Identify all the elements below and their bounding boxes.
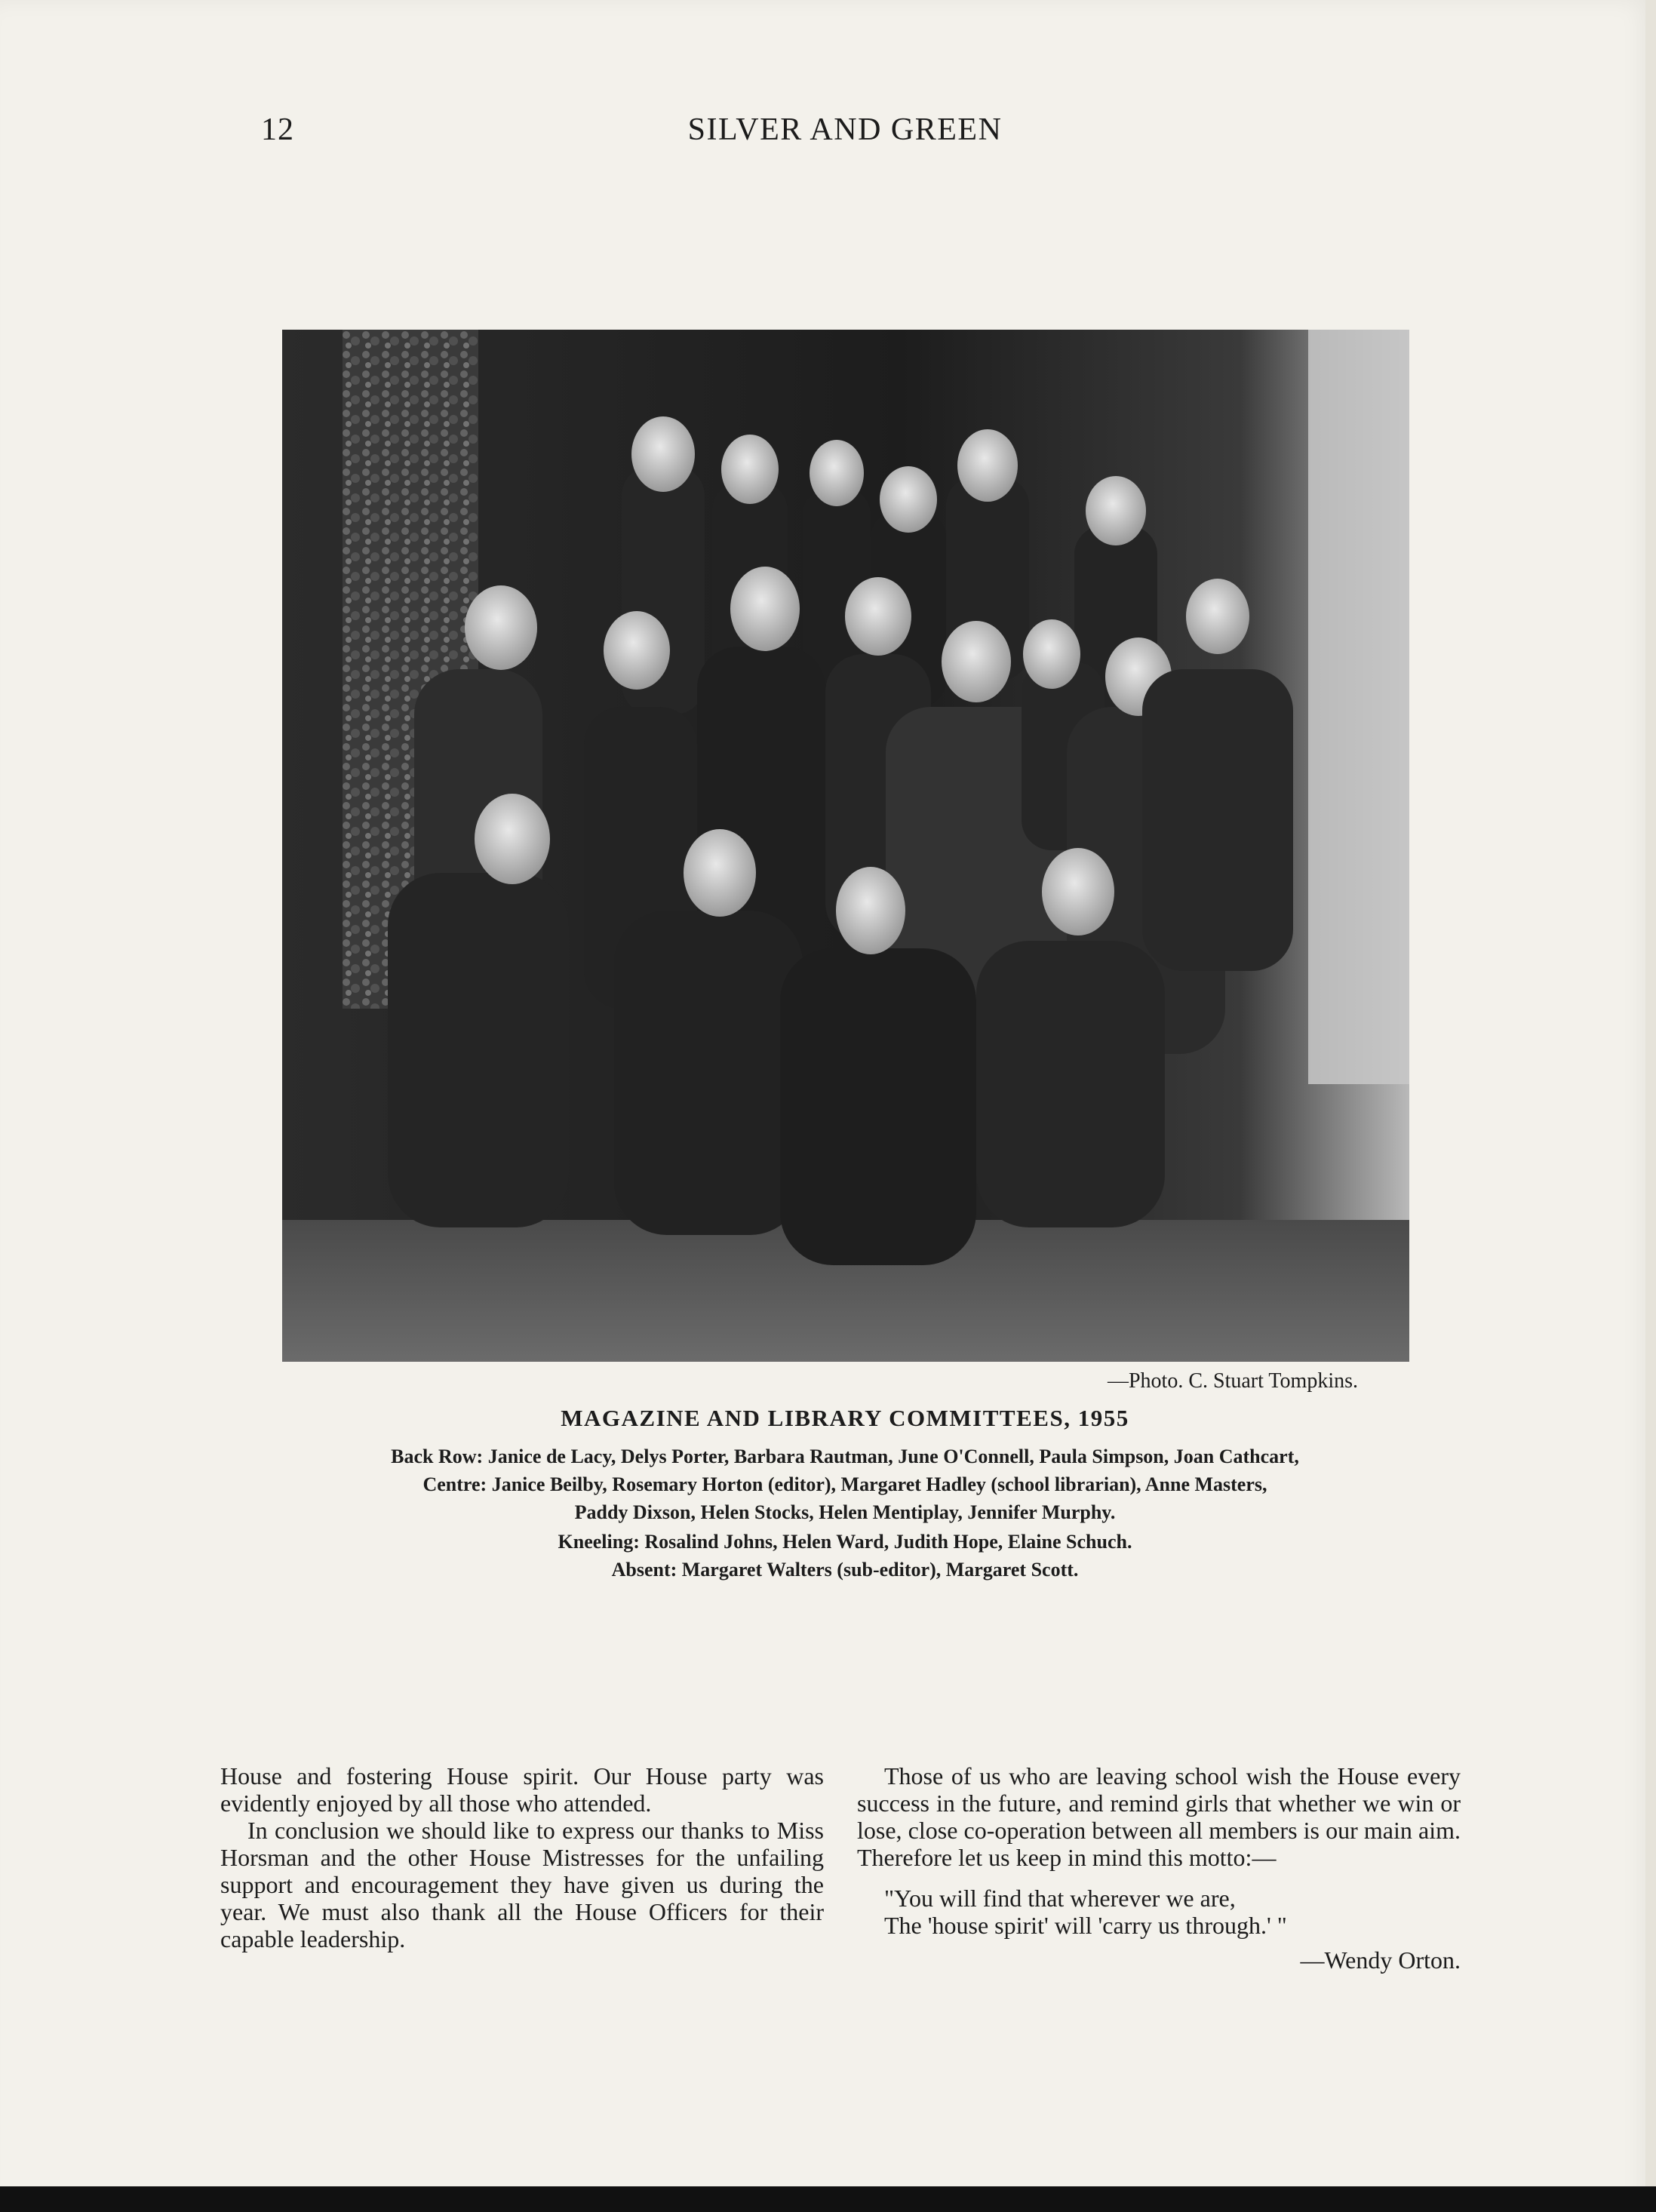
group-photograph xyxy=(282,330,1409,1362)
caption-centre-line-2: Paddy Dixson, Helen Stocks, Helen Mentiplay, Jennifer Murphy. xyxy=(574,1501,1116,1523)
running-title: SILVER AND GREEN xyxy=(687,112,1003,147)
left-paragraph-2: In conclusion we should like to express our thanks to Miss Horsman and the other House Mistresses for the unfailing support and encouragement they have given us during the year. We must also thank all the House Officers for their capable leadership. xyxy=(220,1817,824,1952)
right-paragraph-1: Those of us who are leaving school wish the House every success in the future, and remind girls that whether we win or lose, close co-operation between all members is our main aim. Therefore let us keep in mind this motto:— xyxy=(857,1762,1461,1871)
motto-line-2: The 'house spirit' will 'carry us through.' " xyxy=(884,1912,1287,1939)
caption-centre-line-1: Centre: Janice Beilby, Rosemary Horton (editor), Margaret Hadley (school librarian), Anne Masters, xyxy=(422,1473,1267,1495)
caption xyxy=(287,1444,1403,1585)
scan-border xyxy=(0,2186,1656,2212)
motto-verse xyxy=(857,1885,1461,1939)
signature: —Wendy Orton. xyxy=(1300,1946,1461,1974)
caption-absent: Absent: Margaret Walters (sub-editor), Margaret Scott. xyxy=(611,1559,1079,1581)
group-photograph-illustration xyxy=(282,330,1409,1362)
page-number: 12 xyxy=(261,112,294,147)
caption-back-row: Back Row: Janice de Lacy, Delys Porter, Barbara Rautman, June O'Connell, Paula Simpson, Joan Cathcart, xyxy=(391,1445,1299,1467)
right-column xyxy=(857,1762,1461,1974)
caption-kneeling: Kneeling: Rosalind Johns, Helen Ward, Judith Hope, Elaine Schuch. xyxy=(558,1531,1132,1553)
photo-credit: —Photo. C. Stuart Tompkins. xyxy=(1107,1369,1358,1393)
caption-title: MAGAZINE AND LIBRARY COMMITTEES, 1955 xyxy=(561,1405,1129,1431)
page-edge xyxy=(1645,0,1656,2212)
left-paragraph-1: House and fostering House spirit. Our House party was evidently enjoyed by all those who attended. xyxy=(220,1762,824,1817)
motto-line-1: "You will find that wherever we are, xyxy=(884,1885,1236,1912)
left-column xyxy=(220,1762,824,1952)
page-header xyxy=(0,112,1656,157)
